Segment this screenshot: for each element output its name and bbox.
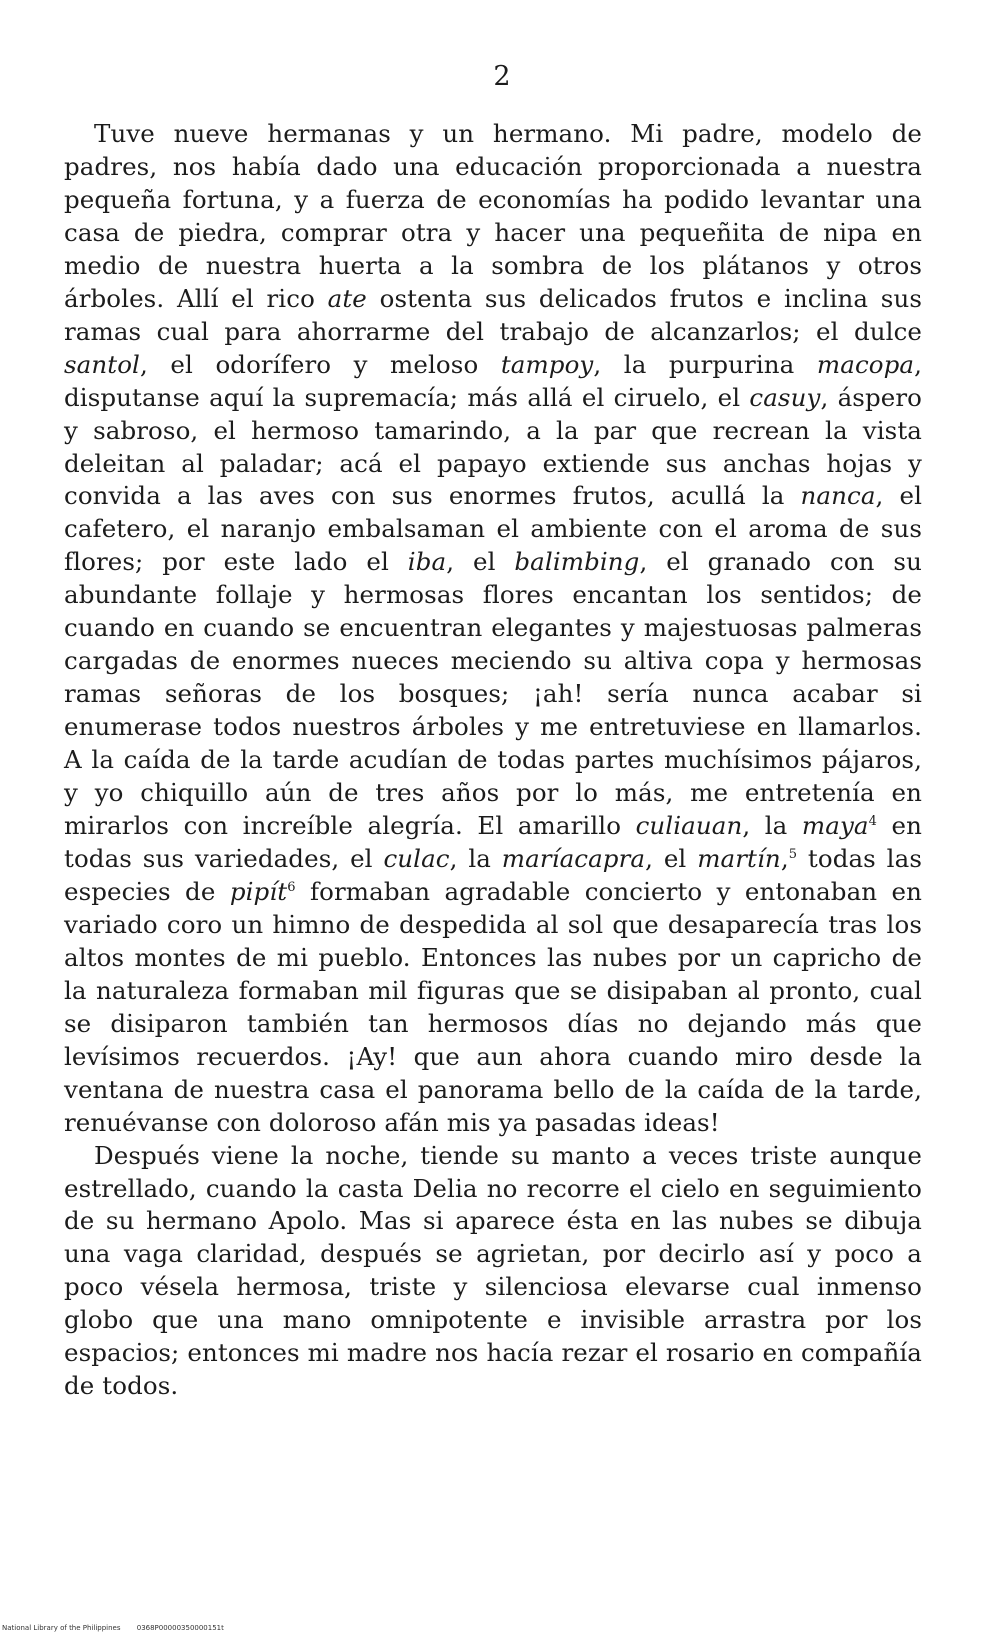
italic-term: culac — [383, 843, 450, 873]
italic-term: culiauan — [635, 811, 743, 841]
text-run: ostenta sus delicados frutos e inclina sus ramas cual para ahorrarme del trabajo de alcanzarlos; el dulce — [64, 283, 923, 346]
italic-term: pipít — [229, 876, 288, 906]
italic-term: iba — [407, 547, 447, 577]
text-run: , la — [742, 811, 802, 841]
page-number: 2 — [493, 61, 511, 92]
italic-term: balimbing — [514, 547, 640, 577]
footnote-ref: 4 — [868, 813, 877, 829]
italic-term: martín — [697, 843, 781, 873]
italic-term: casuy — [749, 382, 821, 412]
italic-term: tampoy — [500, 349, 594, 379]
paragraph — [64, 118, 922, 1140]
text-run: , — [780, 843, 789, 873]
italic-term: macopa — [816, 349, 915, 379]
italic-term: maya — [801, 811, 869, 841]
text-run: en todas sus variedades, el — [64, 811, 922, 873]
text-run: , disputanse aquí la supremacía; más allá el ciruelo, el — [64, 349, 922, 412]
text-run: , la purpurina — [593, 349, 817, 379]
footnote-ref: 6 — [287, 879, 296, 895]
text-run: , áspero y sabroso, el hermoso tamarindo, a la par que recrean la vista deleitan al paladar; acá el papayo extiende sus anchas hojas y convida a las aves con sus enormes frutos, acullá la — [64, 382, 922, 511]
text-run: , el — [645, 843, 698, 873]
footnote-ref: 5 — [788, 846, 798, 862]
scan-footer — [2, 1624, 238, 1632]
text-run: formaban agradable concierto y entonaban en variado coro un himno de despedida al sol que desaparecía tras los altos montes de mi pueblo. Entonces las nubes por un capricho de la naturaleza formaban mil figuras que se disipaban al pronto, cual se disiparon también tan hermosos días no dejando más que levísimos recuerdos. ¡Ay! que aun ahora cuando miro desde la ventana de nuestra casa el panorama bello de la caída de la tarde, renuévanse con doloroso afán mis ya pasadas ideas! — [64, 876, 923, 1137]
text-run: todas las especies de — [64, 843, 922, 906]
paragraph — [64, 1140, 922, 1404]
body-text — [64, 118, 922, 1403]
text-run: , el cafetero, el naranjo embalsaman el ambiente con el aroma de sus flores; por este lado el — [64, 481, 923, 577]
italic-term: nanca — [800, 481, 876, 511]
footer-id: 0368P00000350000151t — [136, 1624, 224, 1632]
italic-term: santol — [64, 349, 140, 379]
text-run: Después viene la noche, tiende su manto a veces triste aunque estrellado, cuando la casta Delia no recorre el cielo en seguimiento de su hermano Apolo. Mas si aparece ésta en las nubes se dibuja una vaga claridad, después se agrietan, por decirlo así y poco a poco vésela hermosa, triste y silenciosa elevarse cual inmenso globo que una mano omnipotente e invisible arrastra por los espacios; entonces mi madre nos hacía rezar el rosario en compañía de todos. — [64, 1140, 922, 1401]
text-run: Tuve nueve hermanas y un hermano. Mi padre, modelo de padres, nos había dado una educación proporcionada a nuestra pequeña fortuna, y a fuerza de economías ha podido levantar una casa de piedra, comprar otra y hacer una pequeñita de nipa en medio de nuestra huerta a la sombra de los plátanos y otros árboles. Allí el rico — [64, 119, 922, 313]
text-run: , el odorífero y meloso — [140, 349, 501, 379]
italic-term: ate — [327, 283, 367, 313]
text-run: , el granado con su abundante follaje y hermosas flores encantan los sentidos; de cuando en cuando se encuentran elegantes y majestuosas palmeras cargadas de enormes nueces meciendo su altiva copa y hermosas ramas señoras de los bosques; ¡ah! sería nunca acabar si enumerase todos nuestros árboles y me entretuviese en llamarlos. A la caída de la tarde acudían de todas partes muchísimos pájaros, y yo chiquillo aún de tres años por lo más, me entretenía en mirarlos con increíble alegría. El amarillo — [64, 547, 922, 841]
text-run: , el — [446, 547, 515, 577]
footer-library: National Library of the Philippines — [2, 1624, 121, 1632]
text-run: , la — [449, 843, 502, 873]
italic-term: maríacapra — [501, 843, 646, 873]
